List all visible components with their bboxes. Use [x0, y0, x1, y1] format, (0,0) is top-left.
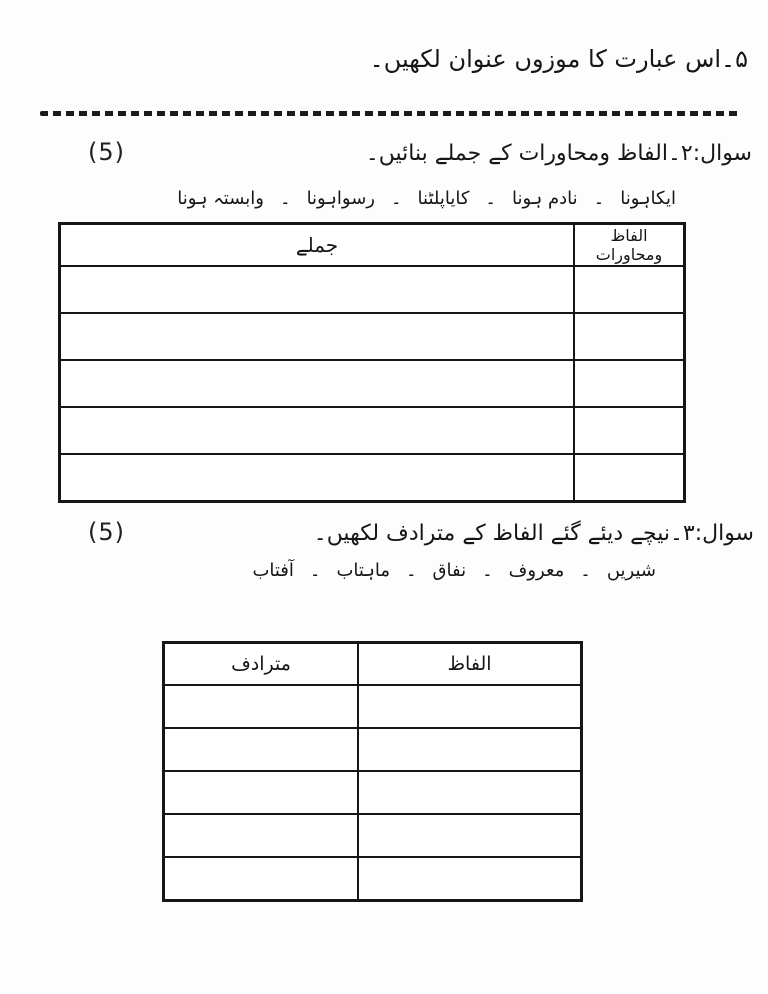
word-item: آفتاب: [252, 560, 294, 581]
column-header: مترادف: [164, 643, 359, 686]
word-item: رسواہونا: [306, 188, 375, 209]
table-header-row: [164, 643, 582, 686]
word-separator: ۔: [593, 188, 605, 209]
empty-answer-row: [164, 728, 582, 771]
empty-answer-cell: [358, 771, 582, 814]
word-item: نادم ہونا: [511, 188, 578, 209]
empty-answer-cell: [60, 360, 575, 407]
word-item: ایکاہونا: [620, 188, 676, 209]
question-2-row: [0, 134, 768, 174]
empty-answer-row: [164, 685, 582, 728]
word-separator: ۔: [309, 560, 321, 581]
word-item: وابستہ ہونا: [177, 188, 265, 209]
empty-answer-cell: [358, 728, 582, 771]
question-3-heading: سوال:۳۔نیچے دیئے گئے الفاظ کے مترادف لکھیں۔: [313, 521, 754, 546]
question-3-word-list: [252, 560, 656, 581]
empty-answer-cell: [358, 857, 582, 901]
empty-answer-cell: [574, 266, 685, 313]
question-2-answer-table: [58, 222, 686, 503]
question-3-answer-table: [162, 641, 583, 902]
question-2-marks: (5): [88, 138, 125, 166]
empty-answer-cell: [60, 266, 575, 313]
word-item: ماہتاب: [336, 560, 390, 581]
empty-answer-cell: [60, 407, 575, 454]
question-3-row: [0, 514, 768, 554]
word-separator: ۔: [482, 560, 493, 581]
empty-answer-cell: [164, 728, 359, 771]
empty-answer-row: [164, 771, 582, 814]
empty-answer-row: [164, 857, 582, 901]
word-separator: ۔: [485, 188, 496, 209]
empty-answer-row: [60, 360, 685, 407]
empty-answer-cell: [164, 857, 359, 901]
dashed-separator: [40, 111, 742, 116]
empty-answer-cell: [574, 313, 685, 360]
column-header: جملے: [60, 224, 575, 267]
question-2-word-list: [177, 188, 676, 209]
column-header: الفاظ: [358, 643, 582, 686]
word-item: معروف: [508, 560, 565, 581]
empty-answer-row: [164, 814, 582, 857]
table-header-row: [60, 224, 685, 267]
word-separator: ۔: [406, 560, 417, 581]
word-separator: ۔: [280, 188, 291, 209]
question-2-heading: سوال:۲۔الفاظ ومحاورات کے جملے بنائیں۔: [365, 141, 752, 166]
word-item: شیریں: [606, 560, 656, 581]
empty-answer-row: [60, 454, 685, 502]
word-item: کایاپلٹنا: [417, 188, 470, 209]
word-separator: ۔: [580, 560, 591, 581]
empty-answer-row: [60, 266, 685, 313]
empty-answer-cell: [574, 407, 685, 454]
empty-answer-cell: [164, 685, 359, 728]
empty-answer-cell: [60, 313, 575, 360]
empty-answer-cell: [358, 685, 582, 728]
empty-answer-cell: [574, 360, 685, 407]
empty-answer-row: [60, 313, 685, 360]
word-separator: ۔: [390, 188, 402, 209]
empty-answer-cell: [164, 771, 359, 814]
empty-answer-row: [60, 407, 685, 454]
column-header: الفاظ ومحاورات: [574, 224, 685, 267]
passage-title-instruction: ۵۔اس عبارت کا موزوں عنوان لکھیں۔: [369, 45, 748, 73]
empty-answer-cell: [358, 814, 582, 857]
empty-answer-cell: [60, 454, 575, 502]
empty-answer-cell: [164, 814, 359, 857]
word-item: نفاق: [432, 560, 467, 581]
question-3-marks: (5): [88, 518, 125, 546]
empty-answer-cell: [574, 454, 685, 502]
